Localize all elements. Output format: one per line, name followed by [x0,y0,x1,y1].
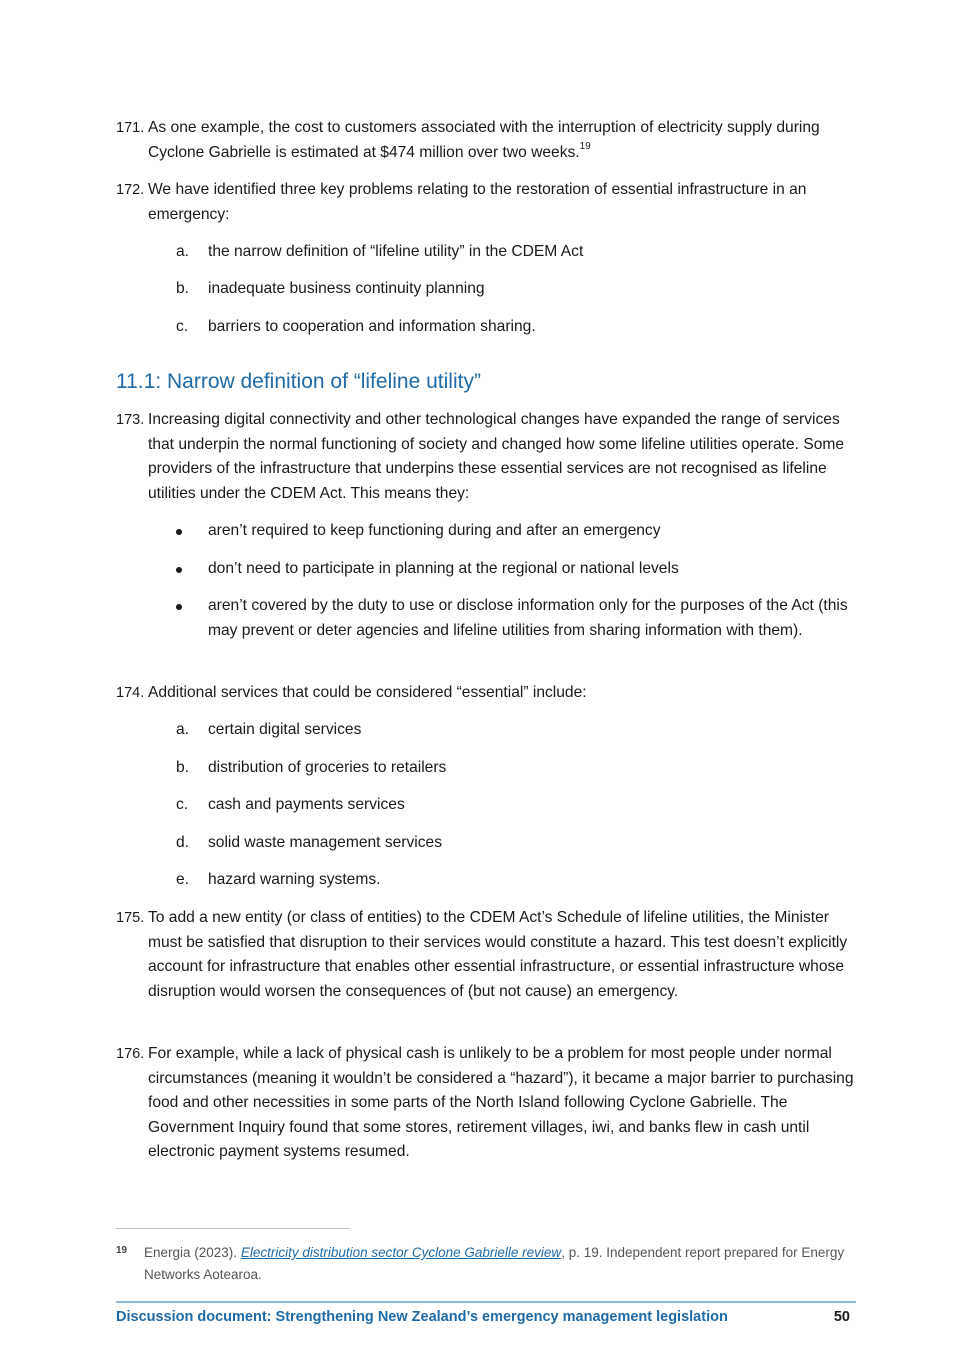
footnote-divider [116,1228,350,1229]
footnote-link[interactable]: Electricity distribution sector Cyclone Gabrielle review [240,1245,562,1260]
paragraph-176 [116,1042,856,1165]
paragraph-text: To add a new entity (or class of entities) to the CDEM Act’s Schedule of lifeline utilities, the Minister must be satisfied that disruption to their services would constitute a hazard. This test doesn’t explicitly account for infrastructure that enables other essential infrastructure, or essential infrastructure whose disruption would worsen the consequences of (but not cause) an emergency. [148,909,848,1000]
paragraph-text: We have identified three key problems relating to the restoration of essential infrastructure in an emergency: [148,181,807,223]
list-item [176,793,856,818]
paragraph-174 [116,681,856,706]
paragraph-text: Additional services that could be considered “essential” include: [148,684,587,701]
section-heading: 11.1: Narrow definition of “lifeline utility” [116,370,481,393]
paragraph-171 [116,116,856,165]
page-number: 50 [833,1309,850,1325]
list-item [176,831,856,856]
paragraph-number: 172. [116,182,145,198]
footnote [116,1242,856,1286]
paragraph-text: For example, while a lack of physical cash is unlikely to be a problem for most people under normal circumstances (meaning it wouldn’t be considered a “hazard”), it became a major barrier to purchasing food and other necessities in some parts of the North Island following Cyclone Gabrielle. The Government Inquiry found that some stores, retirement villages, iwi, and banks flew in cash until electronic payment systems resumed. [148,1045,854,1161]
paragraph-text: As one example, the cost to customers associated with the interruption of electricity supply during Cyclone Gabrielle is estimated at $474 million over two weeks.$^{19}$ [148,119,820,161]
paragraph-175 [116,906,856,1004]
list-item [176,718,856,743]
bullet-text: aren’t covered by the duty to use or disclose information only for the purposes of the Act (this may prevent or deter agencies and lifeline utilities from sharing information with them). [208,597,848,639]
paragraph-text: Increasing digital connectivity and other technological changes have expanded the range of services that underpin the normal functioning of society and changed how some lifeline utilities operate. Some providers of the infrastructure that underpins these essential services are not recognised as lifeline utilities under the CDEM Act. This means they: [148,411,845,502]
footer-divider [116,1301,856,1303]
paragraph-number: 171. [116,120,145,136]
paragraph-173 [116,408,856,506]
bullet-item [176,519,856,544]
bullet-text: don’t need to participate in planning at the regional or national levels [208,560,679,577]
paragraph-number: 174. [116,685,145,701]
paragraph-number: 173. [116,412,145,428]
list-text: barriers to cooperation and information sharing. [208,318,536,335]
list-item [176,756,856,781]
bullet-icon [176,529,182,535]
list-label: b. [176,759,190,776]
footnote-number: 19 [116,1245,128,1256]
list-item [176,315,856,340]
bullet-item [176,594,856,643]
list-text: certain digital services [208,721,362,738]
list-label: a. [176,243,190,260]
bullet-text: aren’t required to keep functioning during and after an emergency [208,522,661,539]
list-item [176,240,856,265]
list-text: distribution of groceries to retailers [208,759,447,776]
paragraph-number: 176. [116,1046,145,1062]
list-text: hazard warning systems. [208,871,381,888]
footer-title: Discussion document: Strengthening New Zealand’s emergency management legislation [116,1309,728,1325]
list-item [176,277,856,302]
bullet-icon [176,604,182,610]
list-text: solid waste management services [208,834,443,851]
paragraph-number: 175. [116,910,145,926]
list-text: the narrow definition of “lifeline utility” in the CDEM Act [208,243,584,260]
list-label: c. [176,318,189,335]
bullet-item [176,557,856,582]
bullet-icon [176,567,182,573]
list-text: inadequate business continuity planning [208,280,485,297]
list-text: cash and payments services [208,796,405,813]
list-label: b. [176,280,190,297]
list-item [176,868,856,893]
footnote-text: Energia (2023). Electricity distribution sector Cyclone Gabrielle review, p. 19. Independent report prepared for Energy Networks Aotearoa. [144,1245,845,1282]
paragraph-172 [116,178,856,227]
footnote-reference[interactable]: 19 [579,141,591,153]
list-label: c. [176,796,189,813]
list-label: a. [176,721,190,738]
list-label: e. [176,871,190,888]
list-label: d. [176,834,190,851]
